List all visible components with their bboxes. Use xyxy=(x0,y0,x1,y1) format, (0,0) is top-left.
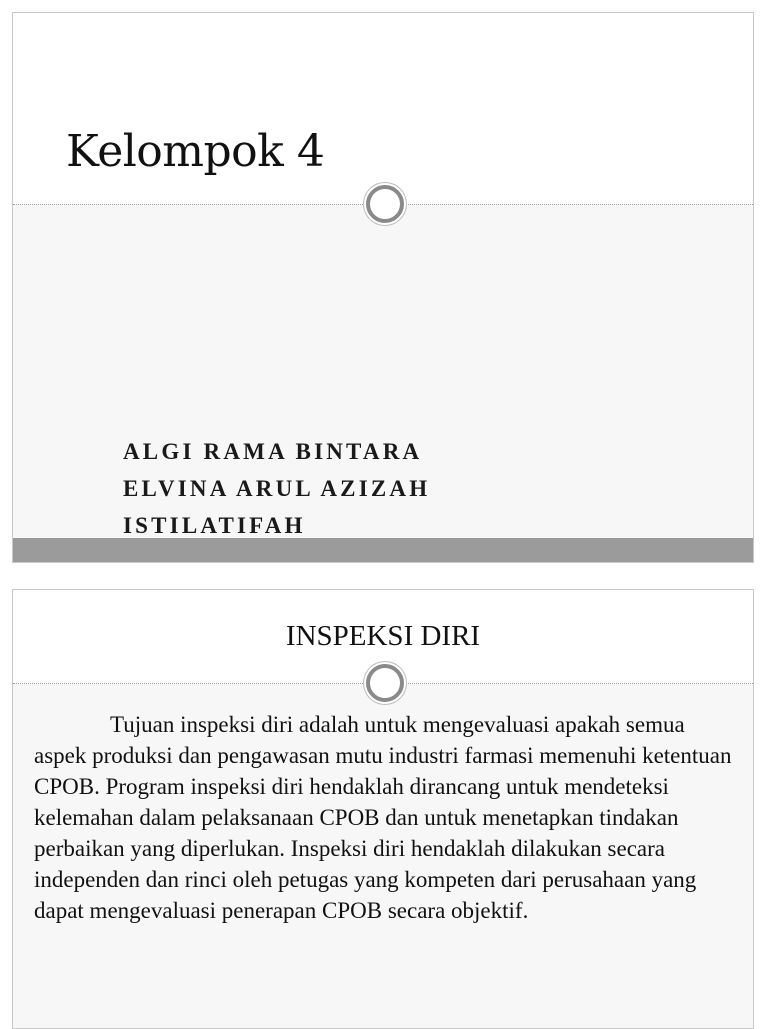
member-name: ELVINA ARUL AZIZAH xyxy=(123,475,431,501)
slide-title: Kelompok 4 xyxy=(66,126,325,177)
member-name: ALGI RAMA BINTARA xyxy=(123,439,423,464)
slide-title: INSPEKSI DIRI xyxy=(285,620,481,652)
slide-2 xyxy=(12,589,754,1029)
circle-ornament-icon xyxy=(366,185,404,223)
slide-1 xyxy=(12,12,754,563)
body-paragraph: Tujuan inspeksi diri adalah untuk mengevaluasi apakah semua aspek produksi dan pengawasan mutu industri farmasi memenuhi ketentuan CPOB. Program inspeksi diri hendaklah dirancang untuk mendeteksi kelemahan dalam pelaksanaan CPOB dan untuk menetapkan tindakan perbaikan yang diperlukan. Inspeksi diri hendaklah dilakukan secara independen dan rinci oleh petugas yang kompeten dari perusahaan yang dapat mengevaluasi penerapan CPOB secara objektif. xyxy=(34,712,732,923)
circle-ornament-icon xyxy=(366,664,404,702)
title-area xyxy=(13,13,753,205)
member-name: ISTILATIFAH xyxy=(123,512,306,538)
content-area xyxy=(13,205,753,538)
footer-bar xyxy=(13,538,753,563)
